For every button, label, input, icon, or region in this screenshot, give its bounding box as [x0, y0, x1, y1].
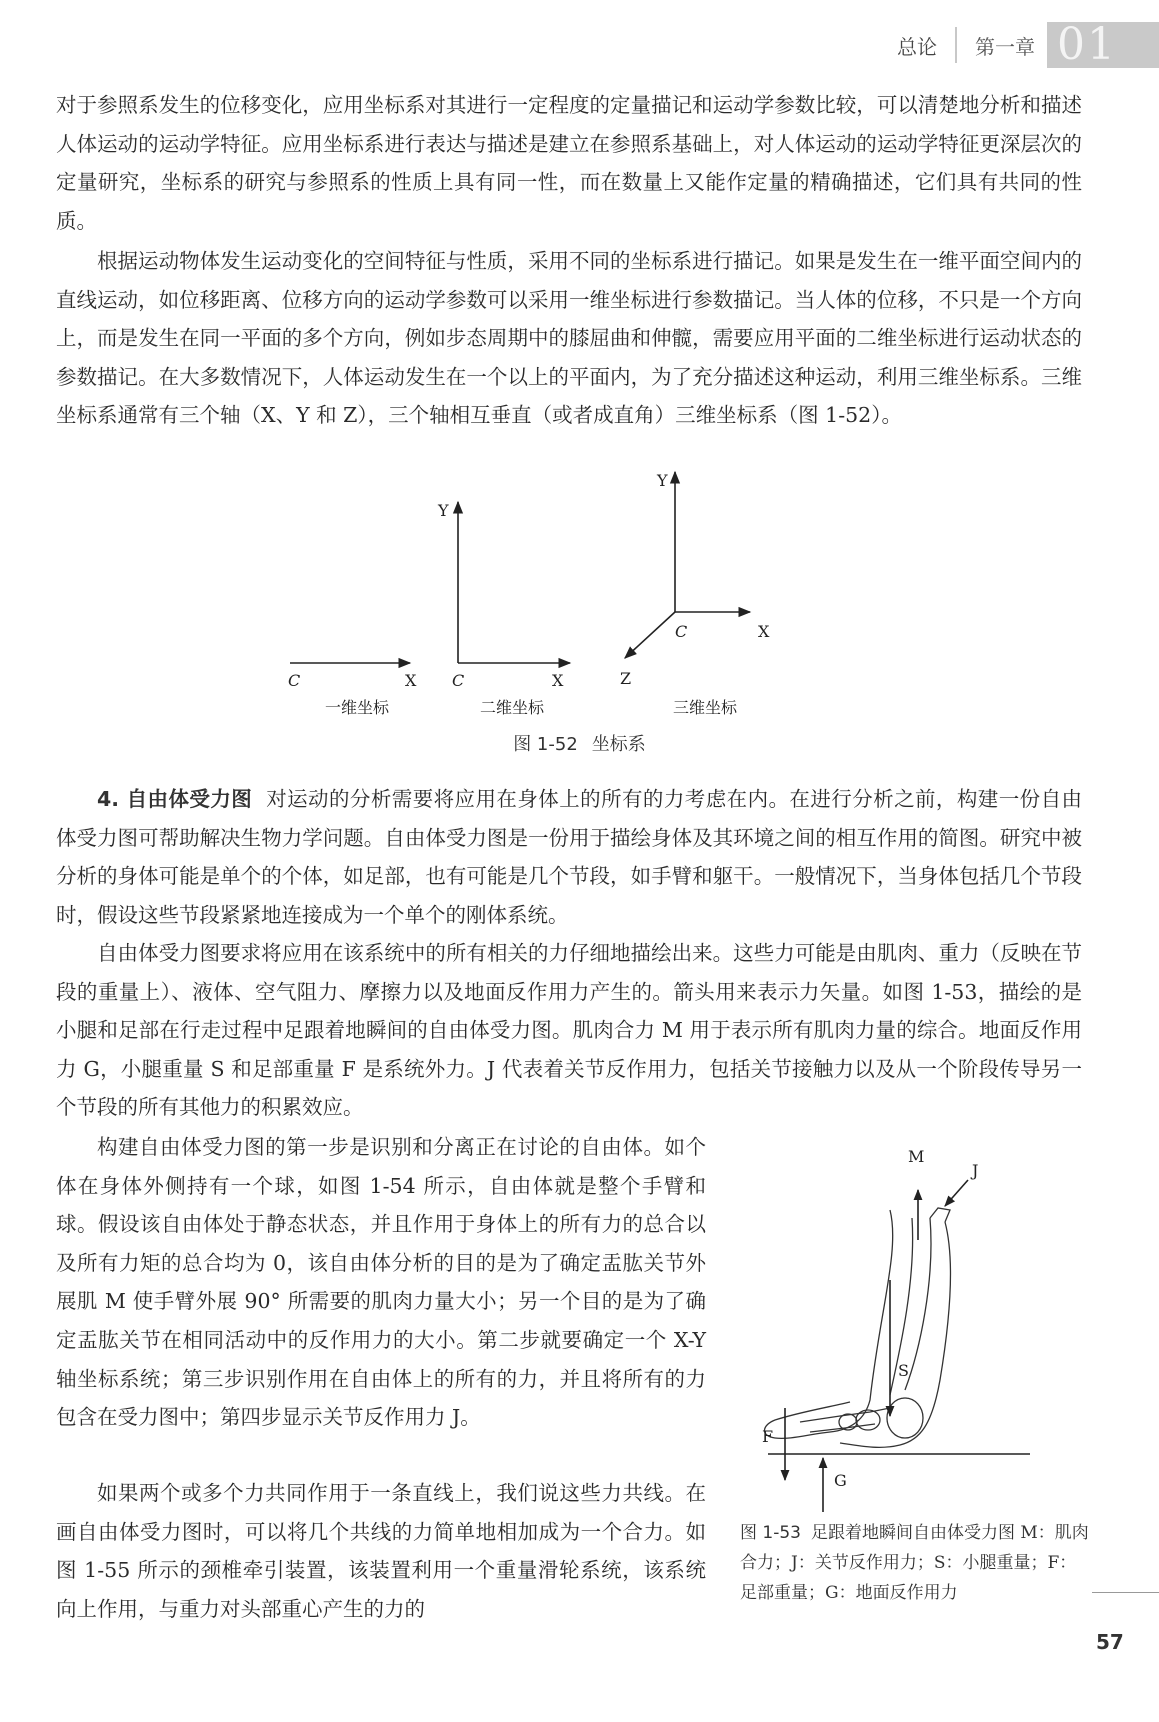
fig52-1d-x-label: X — [405, 671, 417, 690]
figure-1-53-number: 图 1-53 — [740, 1523, 801, 1543]
leg-foot-outline — [764, 1208, 950, 1447]
fig52-2d-c-label: C — [452, 671, 465, 690]
force-j-arrow — [945, 1180, 968, 1206]
label-j: J — [972, 1161, 979, 1180]
figure-1-53-caption — [740, 1518, 1090, 1608]
fig52-3d-name: 三维坐标 — [673, 698, 738, 717]
fig52-3d-x-label: X — [758, 622, 770, 641]
paragraph-4: 自由体受力图要求将应用在该系统中的所有相关的力仔细地描绘出来。这些力可能是由肌肉、重力（反映在节段的重量上）、液体、空气阻力、摩擦力以及地面反作用力产生的。箭头用来表示力矢量。如图 1-53，描绘的是小腿和足部在行走过程中足跟着地瞬间的自由体受力图。肌肉合力 M 用于表示所有肌肉力量的综合。地面反作用力 G，小腿重量 S 和足部重量 F 是系统外力。J 代表着关节反作用力，包括关节接触力以及从一个阶段传导另一个节段的所有其他力的积累效应。 — [56, 941, 1082, 1120]
fig52-1d-c-label: C — [288, 671, 301, 690]
figure-1-52-coordinate-systems — [280, 471, 870, 717]
footer-rule — [1092, 1592, 1159, 1593]
paragraph-1: 对于参照系发生的位移变化，应用坐标系对其进行一定程度的定量描记和运动学参数比较，可以清楚地分析和描述人体运动的运动学特征。应用坐标系进行表达与描述是建立在参照系基础上，对人体运动的运动学特征更深层次的定量研究，坐标系的研究与参照系的性质上具有同一性，而在数量上又能作定量的精确描述，它们具有共同的性质。 — [56, 93, 1082, 233]
label-f: F — [762, 1427, 774, 1446]
header-chapter-title: 第一章 — [975, 34, 1035, 59]
fig52-1d-name: 一维坐标 — [325, 698, 390, 717]
header-chapter-number: 01 — [1047, 22, 1159, 68]
header-divider — [955, 27, 957, 63]
running-header — [897, 19, 1159, 70]
page-number: 57 — [1096, 1630, 1124, 1654]
fig52-3d-c-label: C — [675, 622, 688, 641]
figure-1-53-caption-text: 足跟着地瞬间自由体受力图 M：肌肉合力；J：关节反作用力；S：小腿重量；F：足部重量；G：地面反作用力 — [740, 1523, 1089, 1603]
label-s: S — [898, 1361, 909, 1380]
label-m: M — [908, 1147, 925, 1166]
paragraph-3-text: 对运动的分析需要将应用在身体上的所有的力考虑在内。在进行分析之前，构建一份自由体受力图可帮助解决生物力学问题。自由体受力图是一份用于描绘身体及其环境之间的相互作用的简图。研究中被分析的身体可能是单个的个体，如足部，也有可能是几个节段，如手臂和躯干。一般情况下，当身体包括几个节段时，假设这些节段紧紧地连接成为一个单个的刚体系统。 — [56, 787, 1082, 927]
paragraph-3 — [56, 780, 1082, 934]
three-dimensional-axes — [620, 471, 770, 717]
label-g: G — [834, 1471, 847, 1490]
fig52-2d-x-label: X — [552, 671, 564, 690]
figure-1-52-caption — [0, 730, 1159, 756]
figure-1-52-title: 坐标系 — [591, 734, 646, 755]
header-section-title: 总论 — [897, 34, 937, 59]
one-dimensional-axes — [288, 663, 417, 717]
paragraph-2: 根据运动物体发生运动变化的空间特征与性质，采用不同的坐标系进行描记。如果是发生在一维平面空间内的直线运动，如位移距离、位移方向的运动学参数可以采用一维坐标进行参数描记。当人体的位移，不只是一个方向上，而是发生在同一平面的多个方向，例如步态周期中的膝屈曲和伸髋，需要应用平面的二维坐标进行运动状态的参数描记。在大多数情况下，人体运动发生在一个以上的平面内，为了充分描述这种运动，利用三维坐标系。三维坐标系通常有三个轴（X、Y 和 Z），三个轴相互垂直（或者成直角）三维坐标系（图 1-52）。 — [56, 249, 1082, 428]
paragraph-6: 如果两个或多个力共同作用于一条直线上，我们说这些力共线。在画自由体受力图时，可以将几个共线的力简单地相加成为一个合力。如图 1-55 所示的颈椎牵引装置，该装置利用一个重量滑轮系统，该系统向上作用，与重力对头部重心产生的力的 — [56, 1481, 706, 1621]
fig52-3d-z-label: Z — [620, 669, 632, 688]
figure-1-52-number: 图 1-52 — [513, 734, 578, 755]
fig52-2d-y-label: Y — [438, 501, 449, 520]
two-dimensional-axes — [437, 501, 570, 717]
fig52-2d-name: 二维坐标 — [480, 698, 545, 717]
fig52-3d-y-label: Y — [657, 471, 668, 490]
section-4-heading: 4. 自由体受力图 — [97, 787, 253, 811]
paragraph-5: 构建自由体受力图的第一步是识别和分离正在讨论的自由体。如个体在身体外侧持有一个球，如图 1-54 所示，自由体就是整个手臂和球。假设该自由体处于静态状态，并且作用于身体上的所有力的总合以及所有力矩的总合均为 0，该自由体分析的目的是为了确定盂肱关节外展肌 M 使手臂外展 90° 所需要的肌肉力量大小；另一个目的是为了确定盂肱关节在相同活动中的反作用力的大小。第二步就要确定一个 X-Y 轴坐标系统；第三步识别作用在自由体上的所有的力，并且将所有的力包含在受力图中；第四步显示关节反作用力 J。 — [56, 1135, 706, 1430]
figure-1-53-free-body-diagram — [740, 1140, 1080, 1520]
